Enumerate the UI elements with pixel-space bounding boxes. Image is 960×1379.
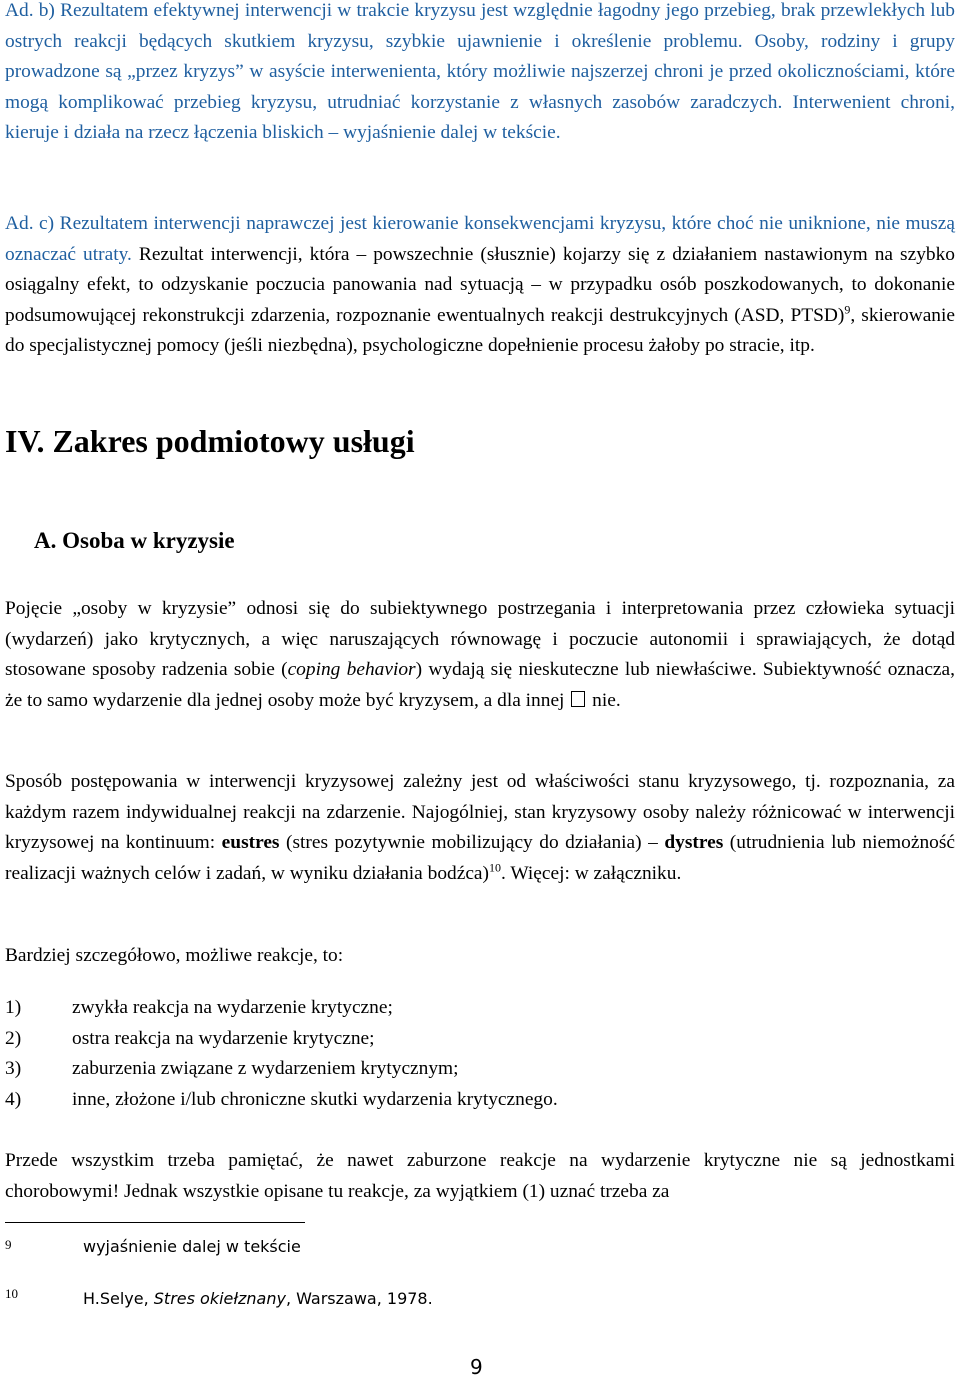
list-item-number: 1) bbox=[5, 997, 22, 1018]
paragraph-remember: Przede wszystkim trzeba pamiętać, że nawet zaburzone reakcje na wydarzenie krytyczne nie są jednostkami chorobowymi! Jednak wszystkie opisane tu reakcje, za wyjątkiem (1) uznać trzeba za bbox=[5, 1150, 955, 1202]
reactions-list bbox=[5, 993, 955, 1115]
list-item bbox=[5, 1024, 955, 1055]
list-item-number: 4) bbox=[5, 1088, 22, 1110]
eustres-term: eustres bbox=[221, 832, 280, 854]
footnote-ref-10[interactable]: 10 bbox=[489, 860, 501, 875]
paragraph-ad-b bbox=[5, 0, 955, 149]
list-item bbox=[5, 1085, 955, 1116]
paragraph-ad-c-lead: Ad. c) Rezultatem interwencji naprawczej jest kierowanie konsekwencjami kryzysu, które choć nie uniknione, nie muszą oznaczać utraty. bbox=[5, 213, 955, 265]
list-item bbox=[5, 993, 955, 1024]
list-item-text: zaburzenia związane z wydarzeniem krytycznym; bbox=[72, 1058, 459, 1080]
footnote-publication: , Warszawa, 1978. bbox=[285, 1289, 433, 1308]
list-item-number: 2) bbox=[5, 1027, 22, 1049]
footnote-text bbox=[83, 1289, 433, 1308]
list-item-number: 3) bbox=[5, 1058, 22, 1080]
list-item-text: zwykła reakcja na wydarzenie krytyczne; bbox=[72, 997, 393, 1018]
coping-behavior-term: coping behavior bbox=[287, 659, 416, 681]
continuum-text-start: Sposób postępowania w interwencji kryzysowej zależny jest od właściwości stanu kryzysowego, tj. rozpoznania, za każdym razem indywidualnej reakcji na zdarzenie. Najogólniej, stan kryzysowy osoby należy różnicować w interwencji kryzysowej na kontinuum: bbox=[5, 771, 955, 854]
paragraph-continuum bbox=[5, 767, 955, 889]
paragraph-ad-b-text: Ad. b) Rezultatem efektywnej interwencji w trakcie kryzysu jest względnie łagodny jego przebieg, brak przewlekłych lub ostrych reakcji będących skutkiem kryzysu, szybkie ujawnienie i określenie problemu. Osoby, rodziny i grupy prowadzone są „przez kryzys” w asyście interwenienta, który możliwie najszerzej chroni je przed okolicznościami, które mogą komplikować przebieg kryzysu, utrudniać korzystanie z własnych zasobów zaradczych. Interwenient chroni, kieruje i działa na rzecz łączenia bliskich – wyjaśnienie dalej w tekście. bbox=[5, 0, 955, 144]
footnote-mark: 10 bbox=[5, 1286, 18, 1301]
paragraph-reactions-intro: Bardziej szczegółowo, możliwe reakcje, to: bbox=[5, 945, 344, 966]
continuum-text-middle: (stres pozytywnie mobilizujący do działania) – bbox=[279, 832, 665, 854]
page-number: 9 bbox=[470, 1355, 483, 1379]
list-item-text: ostra reakcja na wydarzenie krytyczne; bbox=[72, 1027, 375, 1049]
footnote-author: H.Selye, bbox=[83, 1289, 154, 1308]
section-heading: IV. Zakres podmiotowy usługi bbox=[5, 423, 415, 459]
continuum-text-end: . Więcej: w załączniku. bbox=[501, 862, 682, 884]
continuum-text-after-dystres: (utrudnienia lub niemożność realizacji ważnych celów i zadań, w wyniku działania bodźca) bbox=[5, 832, 955, 884]
paragraph-ad-c-end: , skierowanie do specjalistycznej pomocy (jeśli niezbędna), psychologiczne dopełnienie procesu żałoby po stracie, itp. bbox=[5, 304, 955, 357]
paragraph-ad-c-body: Rezultat interwencji, która – powszechnie (słusznie) kojarzy się z działaniem nastawionym na szybko osiągalny efekt, to odzyskanie poczucia panowania nad sytuacją – w przypadku osób poszkodowanych, to dokonanie podsumowującej rekonstrukcji zdarzenia, rozpoznanie ewentualnych reakcji destrukcyjnych (ASD, PTSD) bbox=[5, 243, 955, 326]
list-item-text: inne, złożone i/lub chroniczne skutki wydarzenia krytycznego. bbox=[72, 1088, 558, 1110]
footnote-text: wyjaśnienie dalej w tekście bbox=[83, 1237, 301, 1256]
footnote-ref-9[interactable]: 9 bbox=[844, 302, 851, 317]
definition-text-end: nie. bbox=[587, 689, 621, 711]
footnote-book-title: Stres okiełznany bbox=[153, 1289, 286, 1308]
paragraph-definition bbox=[5, 594, 955, 716]
subsection-heading: A. Osoba w kryzysie bbox=[34, 528, 235, 553]
list-item bbox=[5, 1054, 955, 1085]
paragraph-ad-c bbox=[5, 209, 955, 362]
footnote-divider bbox=[5, 1222, 305, 1223]
dystres-term: dystres bbox=[664, 832, 724, 854]
missing-glyph-icon bbox=[571, 691, 585, 707]
footnote-mark: 9 bbox=[5, 1237, 12, 1252]
definition-text-middle: ) wydają się nieskuteczne lub niewłaściwe. Subiektywność oznacza, że to samo wydarzenie dla jednej osoby może być kryzysem, a dla innej bbox=[5, 659, 955, 711]
definition-text-start: Pojęcie „osoby w kryzysie” odnosi się do subiektywnego postrzegania i interpretowania przez człowieka sytuacji (wydarzeń) jako krytycznych, a więc naruszających równowagę i poczucie autonomii i sprawiających, że dotąd stosowane sposoby radzenia sobie ( bbox=[5, 598, 955, 681]
